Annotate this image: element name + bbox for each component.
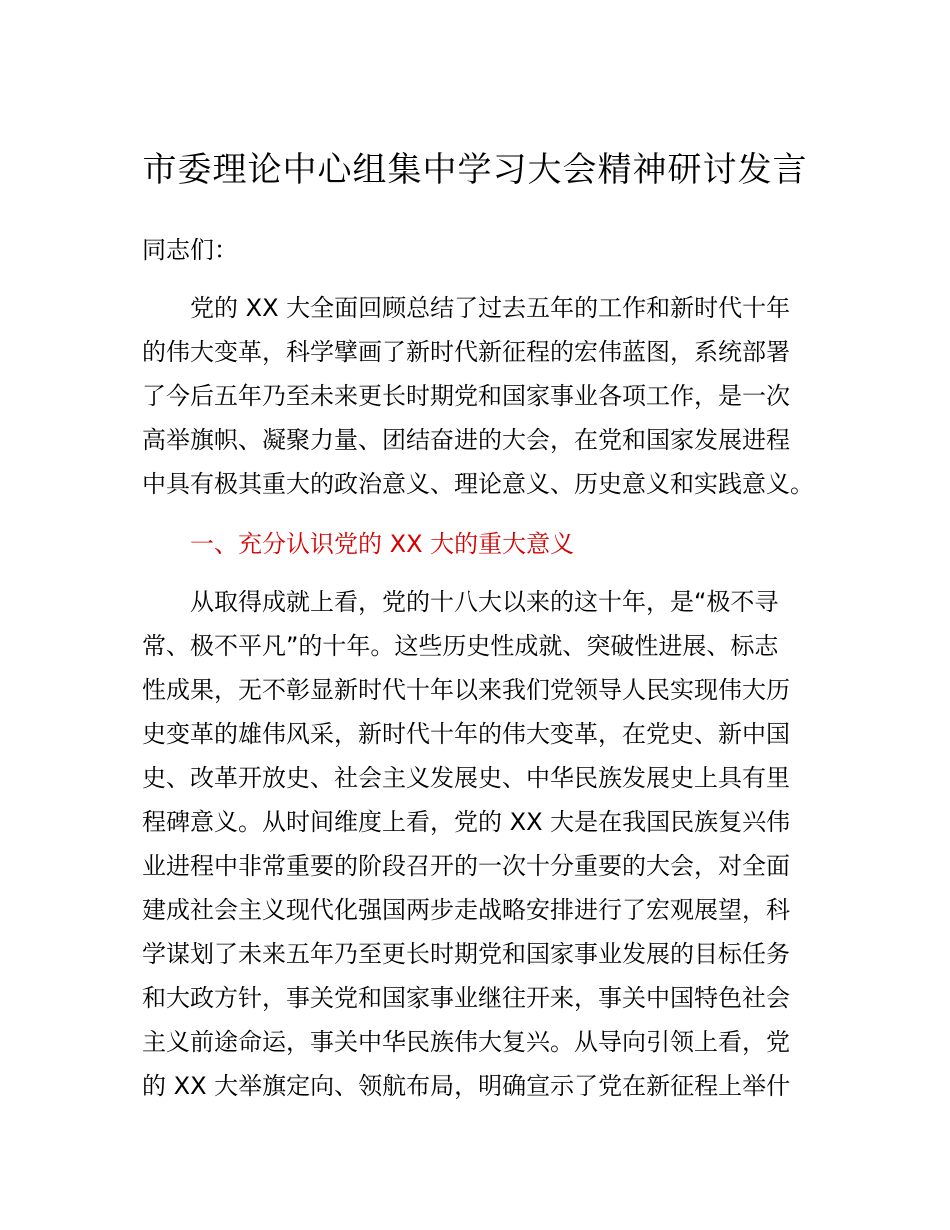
paragraph-line: 从取得成就上看，党的十八大以来的这十年，是“极不寻 [142, 588, 779, 616]
paragraph-line: 中具有极其重大的政治意义、理论意义、历史意义和实践意义。 [142, 470, 814, 498]
paragraph-line: 性成果，无不彰显新时代十年以来我们党领导人民实现伟大历 [142, 676, 790, 704]
paragraph-line: 党的 XX 大全面回顾总结了过去五年的工作和新时代十年 [142, 294, 791, 322]
document-title: 市委理论中心组集中学习大会精神研讨发言 [142, 150, 808, 190]
paragraph-line: 常、极不平凡”的十年。这些历史性成就、突破性进展、标志 [142, 632, 779, 660]
paragraph-line: 了今后五年乃至未来更长时期党和国家事业各项工作，是一次 [142, 382, 790, 410]
paragraph-line: 学谋划了未来五年乃至更长时期党和国家事业发展的目标任务 [142, 940, 790, 968]
paragraph-line: 的伟大变革，科学擘画了新时代新征程的宏伟蓝图，系统部署 [142, 338, 790, 366]
paragraph-line: 程碑意义。从时间维度上看，党的 XX 大是在我国民族复兴伟 [142, 808, 791, 836]
paragraph-line: 高举旗帜、凝聚力量、团结奋进的大会，在党和国家发展进程 [142, 426, 790, 454]
paragraph-line: 的 XX 大举旗定向、领航布局，明确宣示了党在新征程上举什 [142, 1072, 791, 1100]
paragraph-line: 主义前途命运，事关中华民族伟大复兴。从导向引领上看，党 [142, 1028, 790, 1056]
body-paragraph [142, 580, 822, 1108]
paragraph-line: 建成社会主义现代化强国两步走战略安排进行了宏观展望，科 [142, 896, 790, 924]
paragraph-line: 和大政方针，事关党和国家事业继往开来，事关中国特色社会 [142, 984, 790, 1012]
paragraph-line: 史、改革开放史、社会主义发展史、中华民族发展史上具有里 [142, 764, 790, 792]
paragraph-line: 业进程中非常重要的阶段召开的一次十分重要的大会，对全面 [142, 852, 790, 880]
paragraph-line: 史变革的雄伟风采，新时代十年的伟大变革，在党史、新中国 [142, 720, 790, 748]
intro-paragraph [142, 286, 822, 506]
greeting-line: 同志们： [142, 236, 238, 264]
section-heading: 一、充分认识党的 XX 大的重大意义 [190, 530, 575, 558]
